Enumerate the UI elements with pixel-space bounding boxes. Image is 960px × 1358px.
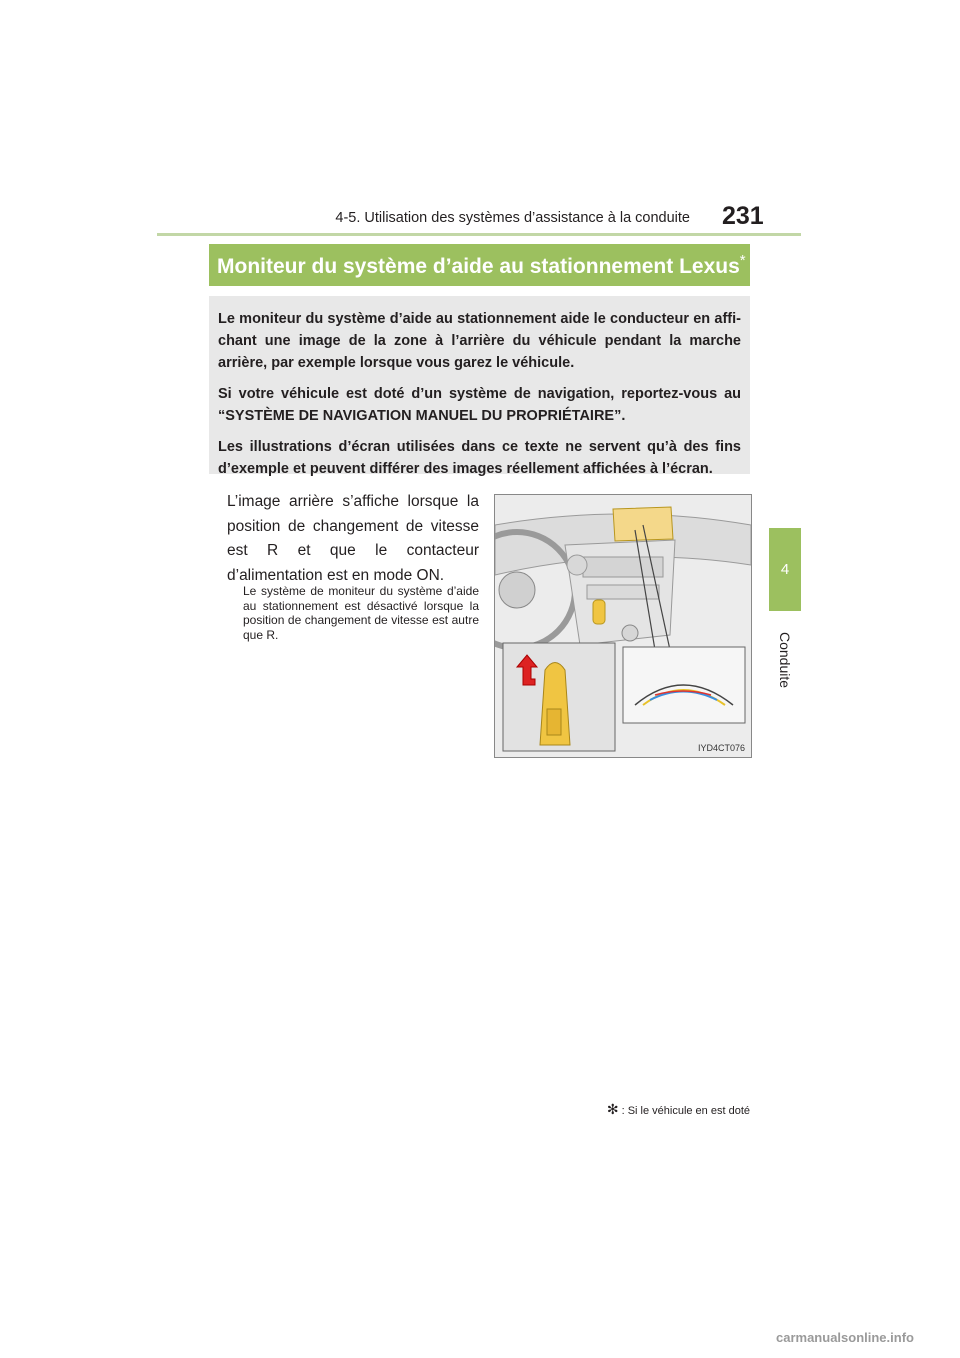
header-divider: [157, 233, 801, 236]
footnote-text: : Si le véhicule en est doté: [621, 1105, 750, 1117]
intro-paragraph: Les illustrations d’écran utilisées dans ce texte ne servent qu’à des fins d’exemple et peuvent différer des images réellement affichées à l’écran.: [218, 439, 741, 477]
chapter-tab: [769, 528, 801, 611]
section-title-bar: [209, 244, 750, 286]
chapter-label: Conduite: [777, 631, 793, 689]
header-section-title: 4-5. Utilisation des systèmes d’assistance à la conduite: [335, 210, 690, 226]
dashboard-illustration: [494, 494, 752, 758]
section-title-text: Moniteur du système d’aide au stationnement Lexus: [217, 255, 740, 278]
dashboard-drawing: [495, 495, 751, 757]
intro-paragraph: Le moniteur du système d’aide au stationnement aide le conducteur en affi-chant une image de la zone à l’arrière du véhicule pendant la marche arrière, par exemple lorsque vous garez le véhicule.: [218, 311, 741, 371]
intro-box: [209, 296, 750, 477]
chapter-label-wrap: [760, 631, 810, 689]
watermark: carmanualsonline.info: [776, 1330, 914, 1345]
chapter-number: 4: [780, 561, 790, 578]
footnote-marker: ✻: [606, 1101, 619, 1117]
body-main-text: L’image arrière s’affiche lorsque la position de changement de vitesse est R et que le contacteur d’alimentation est en mode ON.: [227, 493, 479, 584]
section-title: [217, 252, 746, 279]
intro-paragraph: Si votre véhicule est doté d’un système de navigation, reportez-vous au “SYSTÈME DE NAVIGATION MANUEL DU PROPRIÉTAIRE”.: [218, 386, 741, 424]
body-note: Le système de moniteur du système d’aide au stationnement est désactivé lorsque la position de changement de vitesse est autre que R.: [243, 584, 479, 642]
page-number: 231: [722, 202, 764, 230]
figure-id: IYD4CT076: [697, 743, 745, 753]
footnote: [600, 1101, 750, 1118]
title-asterisk: *: [739, 252, 746, 269]
